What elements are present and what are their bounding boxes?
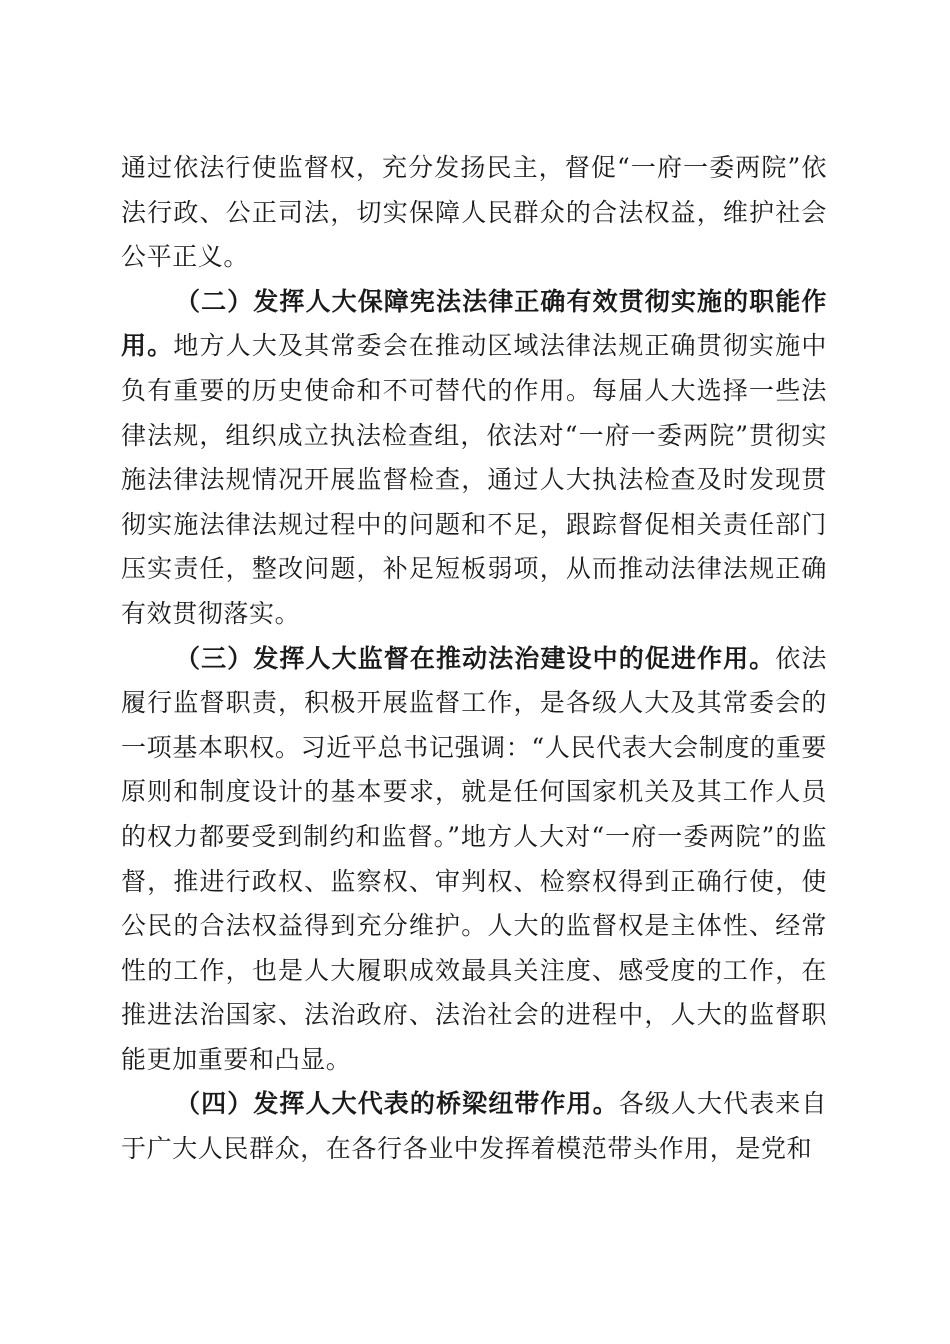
paragraph-4-body: 各级人大代表来自于广大人民群众，在各行各业中发挥着模范带头作用，是党和 bbox=[121, 1089, 827, 1164]
document-body bbox=[121, 146, 827, 1172]
paragraph-1-body: 通过依法行使监督权，充分发扬民主，督促“一府一委两院”依法行政、公正司法，切实保障人民群众的合法权益，维护社会公平正义。 bbox=[121, 153, 827, 272]
paragraph-4-heading: （四）发挥人大代表的桥梁纽带作用。 bbox=[175, 1089, 619, 1119]
paragraph-3 bbox=[121, 637, 827, 1083]
paragraph-3-body: 依法履行监督职责，积极开展监督工作，是各级人大及其常委会的一项基本职权。习近平总书记强调：“人民代表大会制度的重要原则和制度设计的基本要求，就是任何国家机关及其工作人员的权力都要受到制约和监督。”地方人大对“一府一委两院”的监督，推进行政权、监察权、审判权、检察权得到正确行使，使公民的合法权益得到充分维护。人大的监督权是主体性、经常性的工作，也是人大履职成效最具关注度、感受度的工作，在推进法治国家、法治政府、法治社会的进程中，人大的监督职能更加重要和凸显。 bbox=[121, 643, 827, 1074]
paragraph-2-body: 地方人大及其常委会在推动区域法律法规正确贯彻实施中负有重要的历史使命和不可替代的作用。每届人大选择一些法律法规，组织成立执法检查组，依法对“一府一委两院”贯彻实施法律法规情况开展监督检查，通过人大执法检查及时发现贯彻实施法律法规过程中的问题和不足，跟踪督促相关责任部门压实责任，整改问题，补足短板弱项，从而推动法律法规正确有效贯彻落实。 bbox=[121, 331, 827, 628]
paragraph-2 bbox=[121, 280, 827, 637]
paragraph-1 bbox=[121, 146, 827, 280]
paragraph-4 bbox=[121, 1082, 827, 1171]
paragraph-2-heading: （二）发挥人大保障宪法法律正确有效贯彻实施的职能作用。 bbox=[121, 286, 827, 361]
paragraph-3-heading: （三）发挥人大监督在推动法治建设中的促进作用。 bbox=[175, 643, 776, 673]
